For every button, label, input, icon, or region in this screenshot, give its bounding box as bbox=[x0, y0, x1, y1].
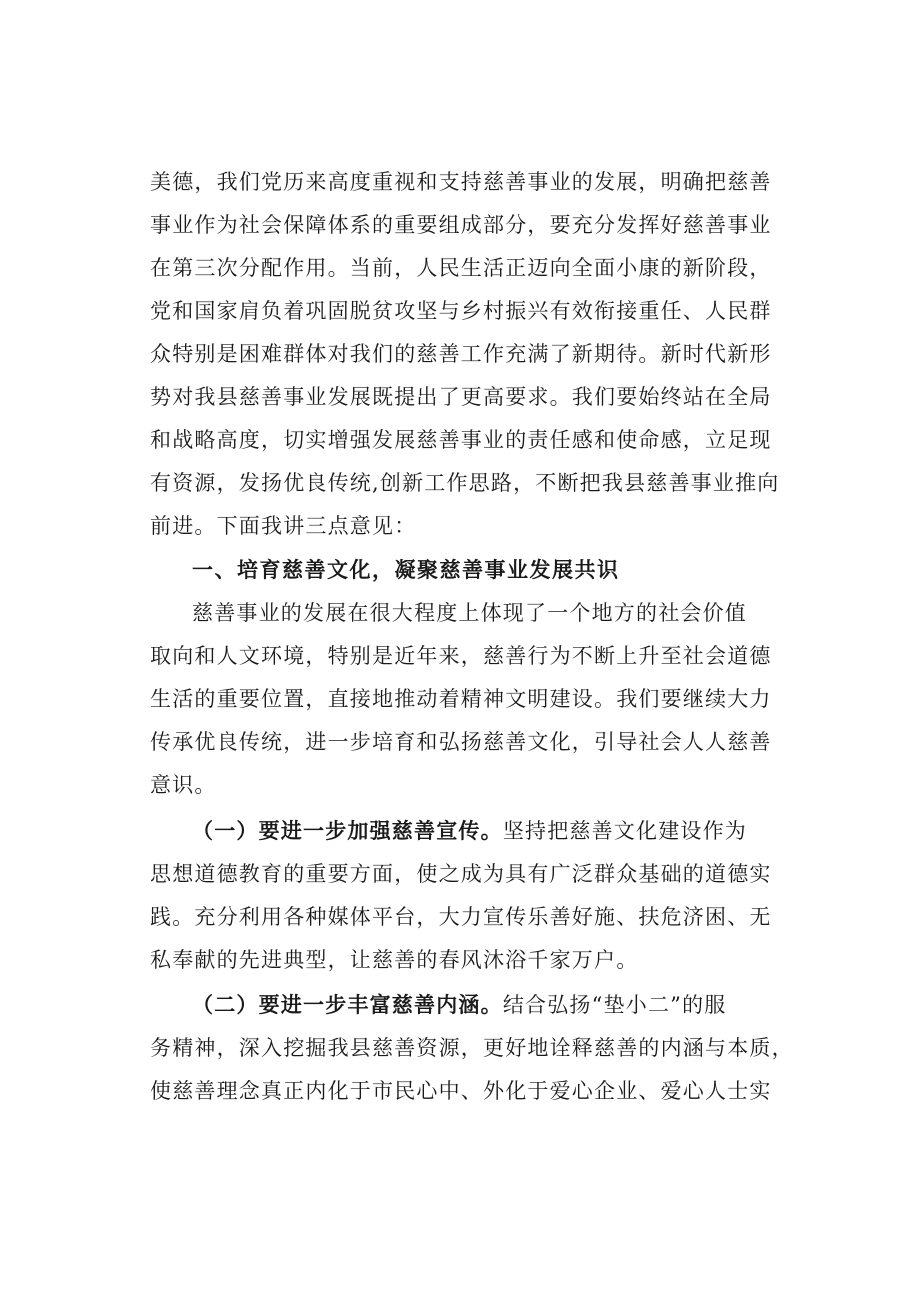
item-text: 坚持把慈善文化建设作为 bbox=[502, 819, 748, 843]
paragraph-line: 践。充分利用各种媒体平台，大力宣传乐善好施、扶危济困、无 bbox=[150, 905, 772, 929]
paragraph-line: 慈善事业的发展在很大程度上体现了一个地方的社会价值 bbox=[192, 601, 747, 625]
paragraph-line: 美德，我们党历来高度重视和支持慈善事业的发展，明确把慈善 bbox=[150, 170, 772, 194]
paragraph-line: 党和国家肩负着巩固脱贫攻坚与乡村振兴有效衔接重任、人民群 bbox=[150, 299, 772, 323]
paragraph-line: 取向和人文环境，特别是近年来，慈善行为不断上升至社会道德 bbox=[150, 644, 772, 668]
paragraph-line: 众特别是困难群体对我们的慈善工作充满了新期待。新时代新形 bbox=[150, 342, 772, 366]
paragraph-line: 意识。 bbox=[150, 773, 217, 797]
paragraph-line: 务精神，深入挖掘我县慈善资源，更好地诠释慈善的内涵与本质， bbox=[150, 1036, 794, 1060]
paragraph-line: 使慈善理念真正内化于市民心中、外化于爱心企业、爱心人士实 bbox=[150, 1079, 772, 1103]
paragraph-line: 生活的重要位置，直接地推动着精神文明建设。我们要继续大力 bbox=[150, 687, 772, 711]
item-title: （二）要进一步丰富慈善内涵。 bbox=[192, 992, 503, 1017]
item-text: 结合弘扬“垫小二”的服 bbox=[502, 993, 727, 1017]
item-title: （一）要进一步加强慈善宣传。 bbox=[192, 818, 503, 843]
item-first-line bbox=[192, 990, 800, 1020]
paragraph-line: 事业作为社会保障体系的重要组成部分，要充分发挥好慈善事业 bbox=[150, 213, 772, 237]
paragraph-line: 有资源，发扬优良传统,创新工作思路，不断把我县慈善事业推向 bbox=[150, 471, 780, 495]
paragraph-line: 思想道德教育的重要方面，使之成为具有广泛群众基础的道德实 bbox=[150, 862, 772, 886]
paragraph-line: 传承优良传统，进一步培育和弘扬慈善文化，引导社会人人慈善 bbox=[150, 730, 772, 754]
paragraph-line: 前进。下面我讲三点意见： bbox=[150, 514, 417, 538]
section-heading: 一、培育慈善文化，凝聚慈善事业发展共识 bbox=[192, 558, 620, 582]
paragraph-line: 势对我县慈善事业发展既提出了更高要求。我们要始终站在全局 bbox=[150, 385, 772, 409]
paragraph-line: 私奉献的先进典型，让慈善的春风沐浴千家万户。 bbox=[150, 948, 639, 972]
paragraph-line: 在第三次分配作用。当前，人民生活正迈向全面小康的新阶段， bbox=[150, 256, 772, 280]
item-first-line bbox=[192, 816, 800, 846]
paragraph-line: 和战略高度，切实增强发展慈善事业的责任感和使命感，立足现 bbox=[150, 428, 772, 452]
